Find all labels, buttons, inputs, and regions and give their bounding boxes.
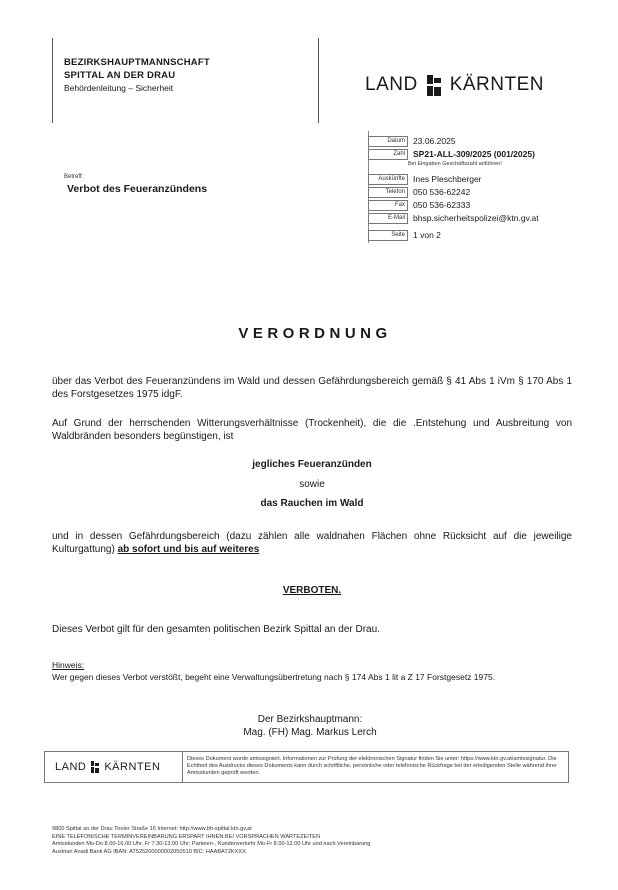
footer — [52, 826, 572, 856]
meta-label: Zahl — [368, 149, 408, 160]
paragraph-scope-area — [52, 530, 572, 556]
hinweis-text: Wer gegen dieses Verbot verstößt, begeht eine Verwaltungsübertretung nach § 174 Abs 1 lit a Z 17 Forstgesetz 1975. — [52, 672, 496, 682]
authority-line3: Behördenleitung – Sicherheit — [64, 83, 174, 93]
signature-name: Mag. (FH) Mag. Markus Lerch — [243, 727, 377, 738]
signature-role: Der Bezirkshauptmann: — [257, 714, 363, 725]
paragraph-district: Dieses Verbot gilt für den gesamten politischen Bezirk Spittal an der Drau. — [52, 624, 380, 635]
meta-value: 23.06.2025 — [413, 136, 456, 146]
ban-item-fire: jegliches Feueranzünden — [252, 459, 372, 470]
meta-row-telefon — [368, 186, 470, 198]
meta-row-auskuenfte — [368, 173, 482, 185]
signature-box-divider — [182, 752, 183, 782]
signature-note: Dieses Dokument wurde amtssigniert. Informationen zur Prüfung der elektronischen Signatur finden Sie unter: https://www.ktn.gv.at/amtssignatur. Die Echtheit des Ausdrucks dieses Dokuments kann durch schriftliche, persönliche oder telefonische Rückfrage bei der erledigenden Stelle während ihrer Amtsstunden geprüft werden. — [187, 756, 557, 776]
footer-hours: Amtsstunden Mo-Do 8.00-16.00 Uhr, Fr 7.30-13.00 Uhr; Parteien-, Kundenverkehr Mo-Fr 8.00-12.00 Uhr und nach Vereinbarung — [52, 841, 371, 847]
meta-value: SP21-ALL-309/2025 (001/2025) — [413, 149, 535, 159]
meta-label: E-Mail — [368, 213, 408, 224]
meta-note: Bei Eingaben Geschäftszahl anführen! — [408, 161, 502, 167]
meta-value: bhsp.sicherheitspolizei@ktn.gv.at — [413, 213, 539, 223]
official-signature-box — [44, 751, 569, 783]
authority-line2: SPITTAL AN DER DRAU — [64, 70, 176, 81]
meta-row-email — [368, 212, 539, 224]
ban-connector: sowie — [299, 479, 325, 490]
paragraph-legal-basis: über das Verbot des Feueranzündens im Wald und dessen Gefährdungsbereich gemäß § 41 Abs 1 iVm § 170 Abs 1 des Forstgesetzes 1975 idgF. — [52, 376, 572, 400]
meta-row-zahl — [368, 148, 535, 160]
header-frame-left — [52, 38, 53, 123]
logo-text-right: KÄRNTEN — [449, 74, 544, 95]
footer-appointment: EINE TELEFONISCHE TERMINVEREINBARUNG ERSPART IHNEN BEI VORSPRACHEN WARTEZEITEN — [52, 833, 321, 840]
land-kaernten-logo — [365, 74, 544, 96]
coat-of-arms-mark-icon — [427, 75, 441, 96]
document-title: VERORDNUNG — [238, 325, 392, 342]
authority-line1: BEZIRKSHAUPTMANNSCHAFT — [64, 57, 210, 68]
small-logo-text-left: LAND — [55, 761, 87, 773]
betreff-text: Verbot des Feueranzündens — [67, 183, 208, 195]
small-logo-text-right: KÄRNTEN — [104, 761, 161, 773]
header-frame-right — [318, 38, 319, 123]
meta-label: Telefon — [368, 187, 408, 198]
logo-text-left: LAND — [365, 74, 418, 95]
meta-label: Seite — [368, 230, 408, 241]
meta-value: Ines Pleschberger — [413, 174, 482, 184]
footer-address: 9800 Spittal an der Drau Tiroler Straße 16 Internet: http://www.bh-spittal.ktn.gv.at — [52, 826, 252, 832]
meta-label: Fax — [368, 200, 408, 211]
hinweis-label: Hinweis: — [52, 660, 85, 670]
meta-value: 050 536-62333 — [413, 200, 471, 210]
meta-value: 1 von 2 — [413, 230, 441, 240]
verboten-heading: VERBOTEN. — [282, 585, 342, 596]
small-land-kaernten-logo — [55, 761, 160, 773]
meta-label: Auskünfte — [368, 174, 408, 185]
meta-row-seite — [368, 229, 441, 241]
meta-label: Datum — [368, 136, 408, 147]
footer-bank: Austrian Anadi Bank AG IBAN: AT525200000002050510 BIC: HAABAT2KXXX — [52, 848, 246, 855]
scope-duration-emphasis: ab sofort und bis auf weiteres — [117, 544, 260, 555]
betreff-label: Betreff: — [64, 174, 84, 180]
scope-area-text: und in dessen Gefährdungsbereich (dazu zählen alle waldnahen Flächen ohne Rücksicht auf die jeweilige Kulturgattung) — [52, 531, 572, 555]
meta-row-fax — [368, 199, 470, 211]
small-coat-of-arms-mark-icon — [91, 761, 99, 773]
meta-row-datum — [368, 135, 456, 147]
ban-item-smoking: das Rauchen im Wald — [260, 498, 364, 509]
meta-value: 050 536-62242 — [413, 187, 471, 197]
paragraph-reason: Auf Grund der herrschenden Witterungsverhältnisse (Trockenheit), die die .Entstehung und Ausbreitung von Waldbränden besonders begünstigen, ist — [52, 418, 572, 442]
